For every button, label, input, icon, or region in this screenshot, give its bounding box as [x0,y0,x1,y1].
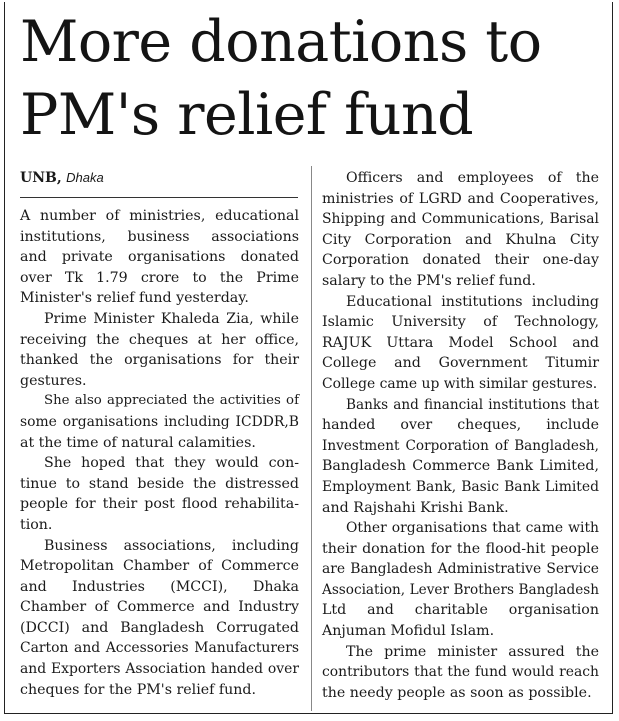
text-line: A number of ministries, educational [20,208,299,224]
column-divider [311,166,312,711]
text-line: College came up with similar gestures. [322,375,598,392]
paragraph [322,292,599,395]
paragraph [20,453,299,535]
text-line: City Corporation and Khulna City [322,231,599,248]
text-line: She also appreciated the activities of [44,393,299,409]
byline-rule [20,197,298,198]
text-line: She hoped that they would con- [44,455,299,472]
text-line: Anjuman Mofidul Islam. [322,623,495,640]
text-line: and Rajshahi Krishi Bank. [322,499,509,516]
text-line: The prime minister assured the [346,643,599,660]
text-line: receiving the cheques at her office, [20,331,299,348]
text-line: and Industries (MCCI), Dhaka [20,578,299,595]
text-line: Educational institutions including [346,293,599,310]
bottom-rule [4,713,613,714]
text-line: thanked the organisations for their [20,352,299,369]
text-line: Corporation donated their one-day [322,252,599,269]
headline-line-1: More donations to [20,9,542,75]
paragraph [20,391,299,453]
text-line: Employment Bank, Basic Bank Limited [322,478,599,495]
text-line: College and Government Titumir [322,355,599,372]
text-line: Carton and Accessories Manufacturers [20,640,299,657]
text-line: RAJUK Uttara Model School and [322,334,599,351]
paragraph [322,518,599,642]
text-line: Bangladesh Commerce Bank Limited, [322,458,599,475]
text-line: handed over cheques, include [322,417,599,434]
text-line: at the time of natural calamities. [20,434,256,451]
text-line: gestures. [20,372,87,389]
text-line: Ltd and charitable organisation [322,602,599,619]
text-line: are Bangladesh Administrative Service [322,561,599,578]
paragraph [20,206,299,309]
text-line: cheques for the PM's relief fund. [20,681,257,698]
text-line: Association, Lever Brothers Bangladesh [322,581,599,598]
text-line: Chamber of Commerce and Industry [20,599,299,616]
text-line: contributors that the fund would reach [322,664,599,681]
left-column [20,206,299,700]
text-line: some organisations including ICDDR,B [20,413,299,430]
text-line: the needy people as soon as possible. [322,684,592,701]
paragraph [20,309,299,391]
text-line: tion. [20,516,53,533]
paragraph [322,395,599,519]
text-line: Prime Minister Khaleda Zia, while [44,310,299,327]
byline-place: Dhaka [66,170,104,185]
right-column [322,168,599,703]
byline-agency: UNB, [20,170,62,186]
text-line: (DCCI) and Bangladesh Corrugated [20,619,299,636]
text-line: people for their post flood rehabilita- [20,496,299,513]
paragraph [20,536,299,701]
text-line: Minister's relief fund yesterday. [20,290,249,307]
text-line: over Tk 1.79 crore to the Prime [20,269,299,286]
text-line: and Exporters Association handed over [20,661,299,678]
paragraph [322,642,599,704]
text-line: salary to the PM's relief fund. [322,272,536,289]
text-line: Metropolitan Chamber of Commerce [20,558,299,575]
headline [20,6,610,152]
text-line: Business associations, including [44,537,299,554]
text-line: tinue to stand beside the distressed [20,475,299,492]
text-line: Officers and employees of the [346,170,599,186]
headline-line-2: PM's relief fund [20,82,474,148]
text-line: institutions, business associations [20,228,299,245]
text-line: their donation for the flood-hit people [322,540,599,557]
text-line: Banks and financial institutions that [346,396,599,413]
byline [20,168,104,188]
text-line: Other organisations that came with [346,520,599,537]
paragraph [322,168,599,292]
text-line: Shipping and Communications, Barisal [322,211,599,228]
text-line: ministries of LGRD and Cooperatives, [322,190,599,207]
text-line: Investment Corporation of Bangladesh, [322,437,599,454]
text-line: Islamic University of Technology, [322,314,599,331]
text-line: and private organisations donated [20,249,299,266]
